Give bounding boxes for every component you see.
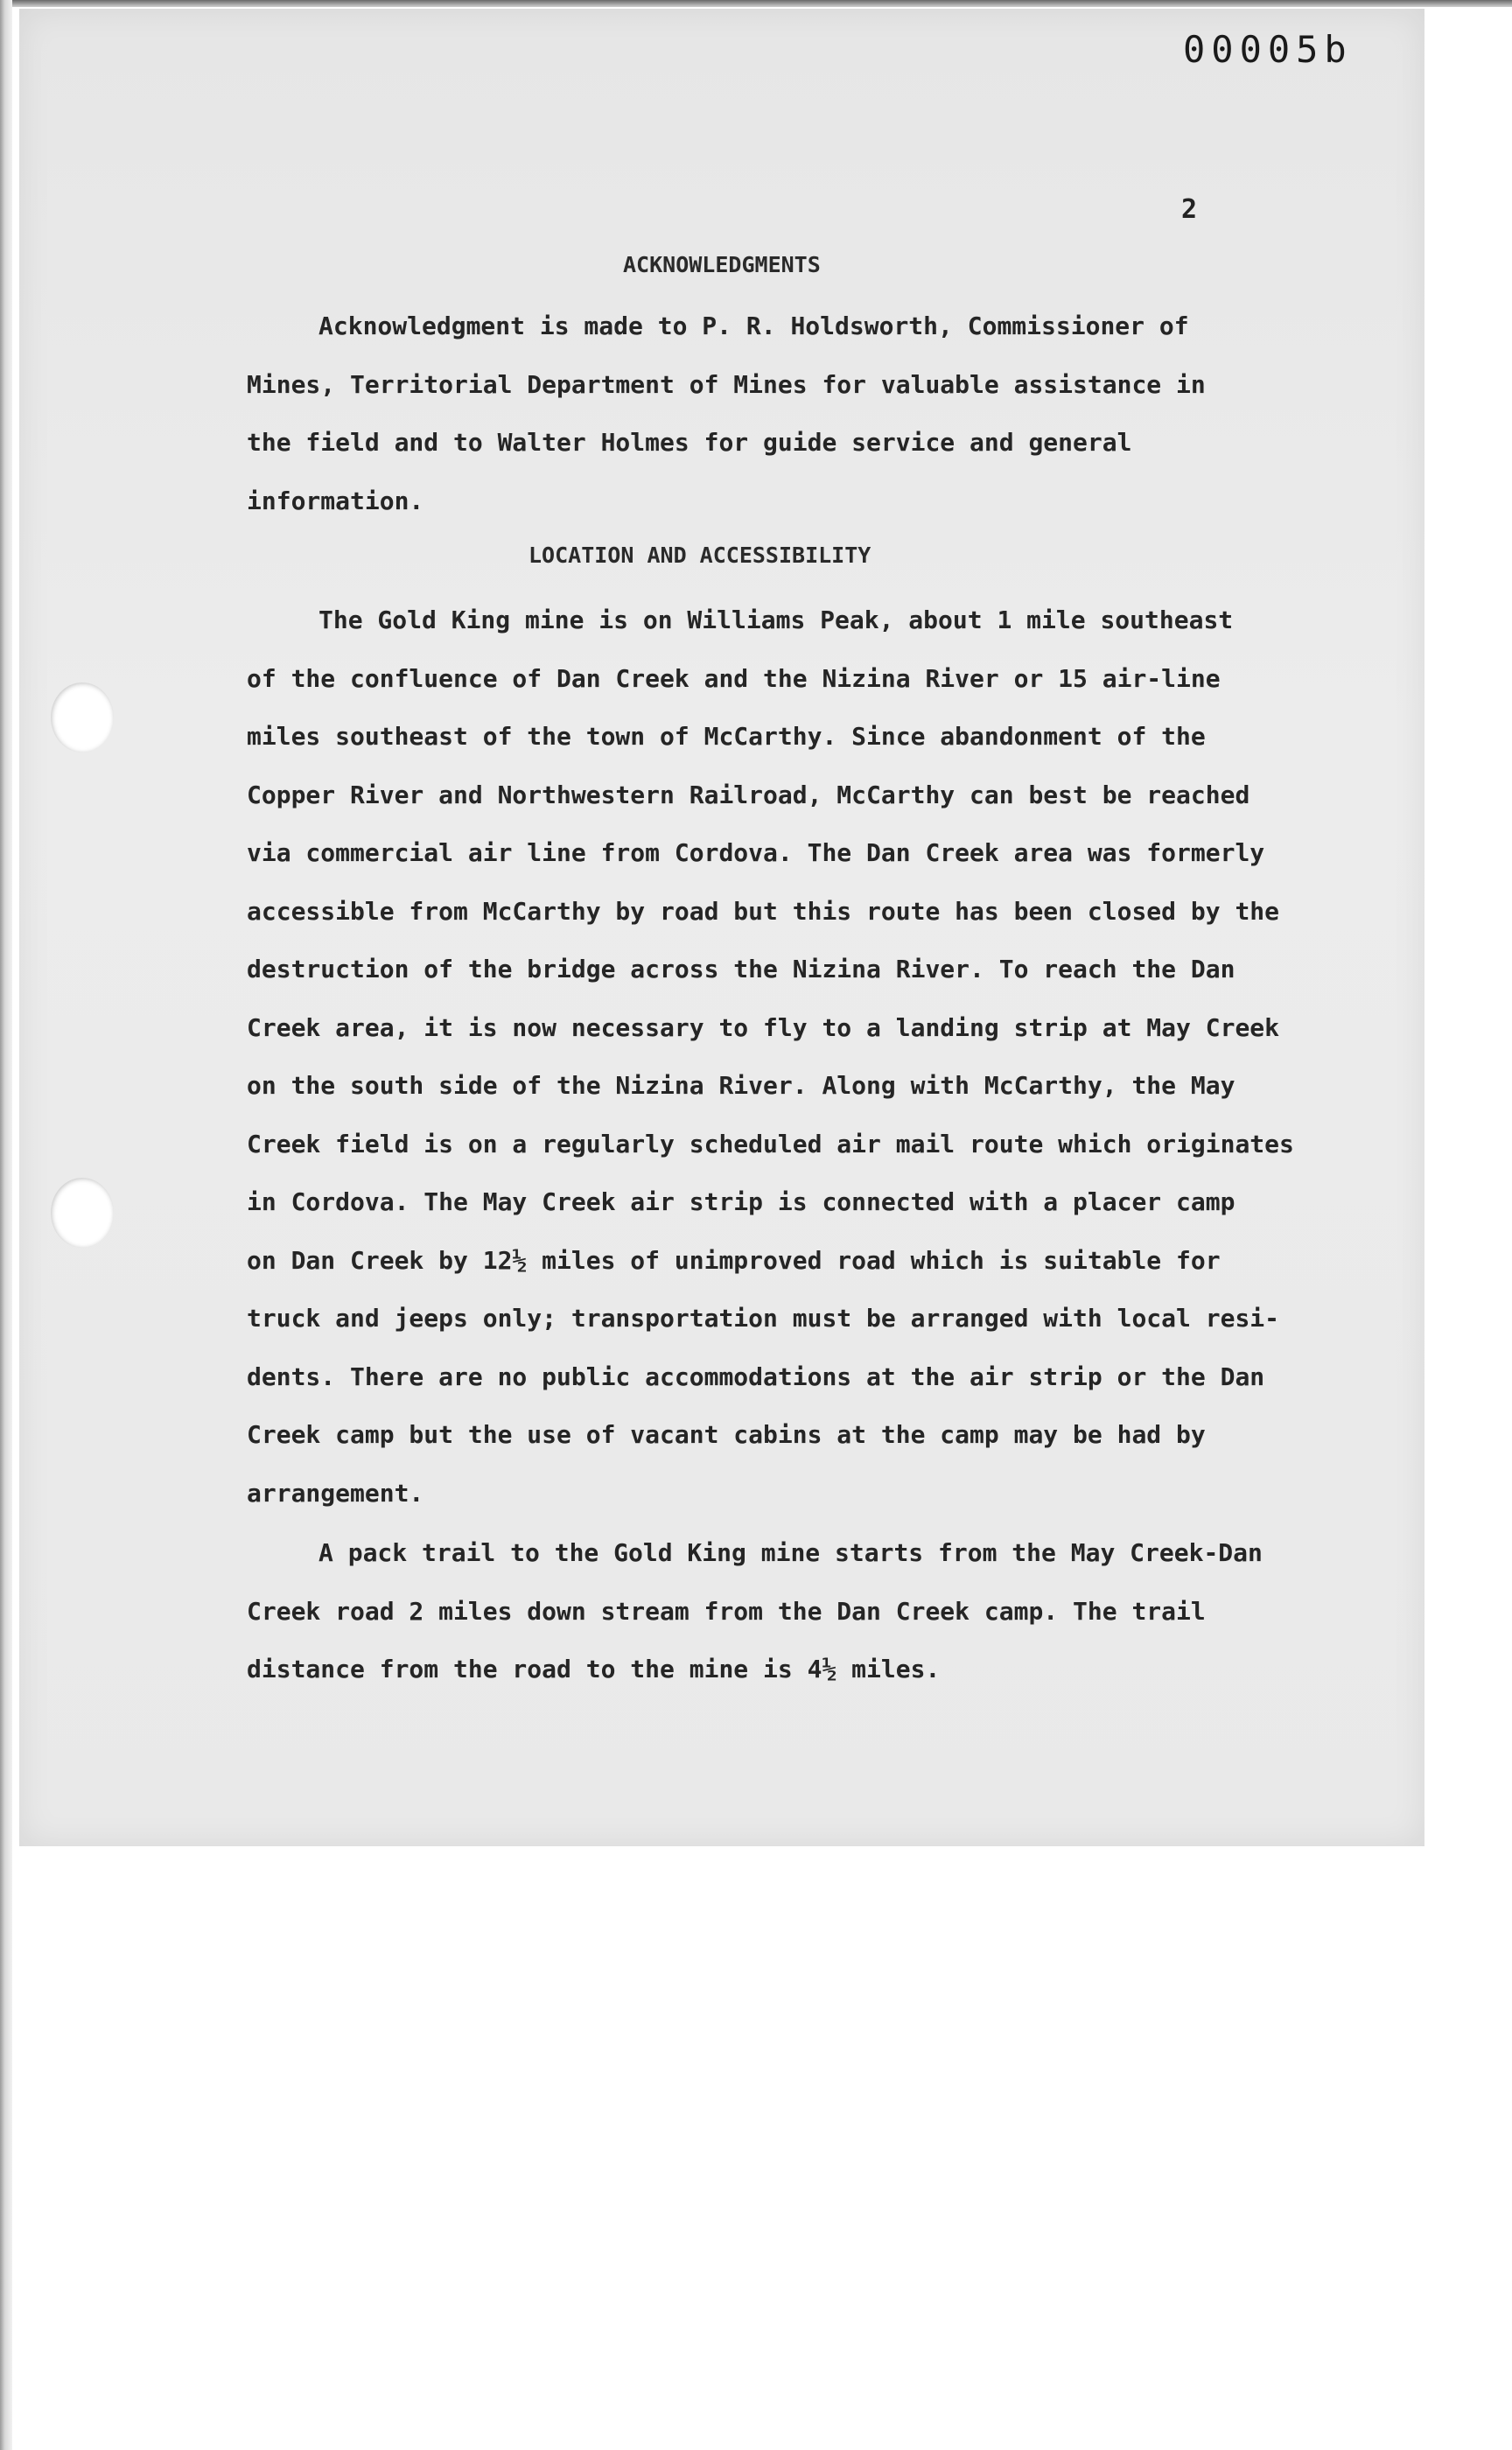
text-line: truck and jeeps only; transportation must be arranged with local resi- — [247, 1304, 1280, 1333]
text-line: in Cordova. The May Creek air strip is connected with a placer camp — [247, 1187, 1236, 1216]
text-line: Copper River and Northwestern Railroad, McCarthy can best be reached — [247, 780, 1250, 809]
text-line: arrangement. — [247, 1478, 424, 1508]
document-number: 00005b — [1183, 28, 1353, 71]
acknowledgments-paragraph — [247, 298, 1206, 530]
text-line: the field and to Walter Holmes for guide service and general — [247, 428, 1132, 457]
text-line: distance from the road to the mine is 4½ miles. — [247, 1655, 941, 1684]
punch-hole-lower — [51, 1178, 114, 1248]
location-paragraph — [247, 592, 1294, 1522]
location-heading: LOCATION AND ACCESSIBILITY — [528, 542, 872, 568]
text-line: miles southeast of the town of McCarthy. Since abandonment of the — [247, 722, 1206, 751]
text-line: destruction of the bridge across the Nizina River. To reach the Dan — [247, 955, 1236, 984]
punch-hole-upper — [51, 682, 114, 752]
scan-top-edge — [0, 0, 1512, 7]
text-line: Creek field is on a regularly scheduled air mail route which originates — [247, 1129, 1294, 1158]
text-line: Creek camp but the use of vacant cabins at the camp may be had by — [247, 1420, 1206, 1449]
text-line: dents. There are no public accommodations at the air strip or the Dan — [247, 1362, 1265, 1391]
text-line: on Dan Creek by 12½ miles of unimproved road which is suitable for — [247, 1245, 1221, 1275]
scan-left-edge — [0, 0, 12, 2450]
text-line: via commercial air line from Cordova. The Dan Creek area was formerly — [247, 838, 1265, 867]
trail-paragraph — [247, 1524, 1263, 1699]
acknowledgments-heading: ACKNOWLEDGMENTS — [623, 252, 821, 277]
text-line: Mines, Territorial Department of Mines for valuable assistance in — [247, 369, 1206, 399]
text-line: Creek road 2 miles down stream from the Dan Creek camp. The trail — [247, 1596, 1206, 1626]
text-line: accessible from McCarthy by road but this route has been closed by the — [247, 896, 1280, 926]
text-line: Creek area, it is now necessary to fly to a landing strip at May Creek — [247, 1012, 1280, 1042]
page-number: 2 — [1181, 194, 1198, 225]
text-line: A pack trail to the Gold King mine starts from the May Creek-Dan — [318, 1538, 1263, 1567]
text-line: The Gold King mine is on Williams Peak, about 1 mile southeast — [318, 606, 1234, 634]
text-line: on the south side of the Nizina River. Along with McCarthy, the May — [247, 1071, 1236, 1100]
text-line: information. — [247, 486, 424, 515]
text-line: Acknowledgment is made to P. R. Holdsworth, Commissioner of — [318, 312, 1189, 340]
blank-margin — [12, 1846, 1512, 2450]
text-line: of the confluence of Dan Creek and the Nizina River or 15 air-line — [247, 663, 1221, 693]
